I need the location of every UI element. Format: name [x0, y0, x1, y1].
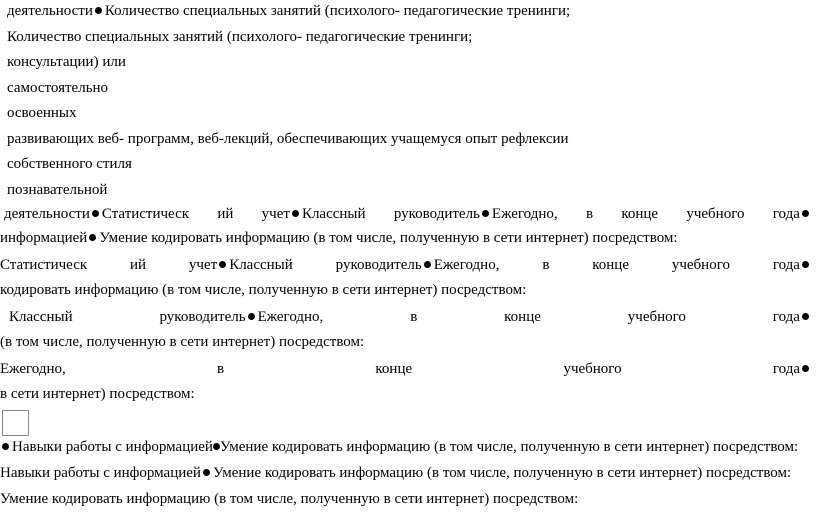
- text-line-7: собственного стиля: [7, 156, 132, 172]
- text-fragment: Умение кодировать информацию (в том числе, полученную в сети интернет) посредством:: [99, 230, 678, 246]
- text-line-8: познавательной: [7, 182, 108, 198]
- text-fragment: Ежегодно,: [0, 361, 66, 377]
- text-fragment: учет Классный: [261, 206, 366, 222]
- text-fragment: учебного: [671, 257, 730, 273]
- bullet-icon: [89, 234, 96, 241]
- bullet-icon: [424, 261, 431, 268]
- bullet-icon: [213, 443, 220, 450]
- text-fragment: Умение кодировать информацию (в том числе, полученную в сети интернет) посредством:: [212, 465, 792, 481]
- text-line-1: [7, 2, 570, 20]
- text-line-3: консультации) или: [7, 54, 126, 70]
- text-fragment: учет Классный: [188, 257, 293, 273]
- bullet-icon: [802, 210, 809, 217]
- text-fragment: Навыки работы с информацией: [0, 465, 201, 481]
- text-line-6: развивающих веб- программ, веб-лекций, обеспечивающих учащемуся опыт рефлексии: [7, 131, 569, 147]
- text-line-10: [0, 229, 678, 247]
- bullet-icon: [292, 210, 299, 217]
- text-fragment: в: [217, 361, 225, 377]
- text-fragment: конце: [375, 361, 413, 377]
- text-fragment: конце: [621, 206, 659, 222]
- text-fragment: конце: [504, 309, 541, 325]
- text-line-19: Умение кодировать информацию (в том числе, полученную в сети интернет) посредством:: [0, 491, 579, 507]
- text-line-14: (в том числе, полученную в сети интернет) посредством:: [0, 334, 365, 350]
- text-fragment: года: [773, 360, 812, 378]
- text-fragment: деятельности Статистическ: [4, 206, 190, 222]
- text-line-17: [0, 438, 798, 456]
- text-fragment: Классный: [9, 309, 73, 325]
- text-fragment: конце: [592, 257, 629, 273]
- empty-table-cell: [2, 410, 29, 436]
- text-line-15: [0, 360, 812, 378]
- text-fragment: Количество специальных занятий (психолого- педагогические тренинги;: [104, 3, 571, 19]
- bullet-icon: [95, 7, 102, 14]
- text-fragment: Умение кодировать информацию (в том числе, полученную в сети интернет) посредством:: [219, 439, 799, 455]
- text-line-11: [0, 256, 812, 274]
- bullet-icon: [2, 443, 9, 450]
- text-fragment: учебного: [563, 361, 622, 377]
- text-fragment: руководитель Ежегодно,: [159, 309, 324, 325]
- bullet-icon: [802, 313, 809, 320]
- text-line-16: в сети интернет) посредством:: [0, 386, 195, 402]
- text-fragment: года: [773, 205, 812, 223]
- text-fragment: в: [542, 257, 550, 273]
- text-fragment: деятельности: [7, 3, 93, 19]
- text-fragment: года: [773, 308, 812, 326]
- text-line-12: кодировать информацию (в том числе, полученную в сети интернет) посредством:: [0, 282, 527, 298]
- text-fragment: в: [585, 206, 594, 222]
- bullet-icon: [248, 313, 255, 320]
- text-fragment: года: [773, 256, 812, 274]
- text-line-13: [9, 308, 812, 326]
- text-line-2: Количество специальных занятий (психолого- педагогические тренинги;: [7, 29, 473, 45]
- text-fragment: ий: [217, 206, 234, 222]
- text-fragment: Статистическ: [0, 257, 88, 273]
- bullet-icon: [802, 365, 809, 372]
- bullet-icon: [219, 261, 226, 268]
- text-fragment: руководитель Ежегодно,: [393, 206, 558, 222]
- text-fragment: информацией: [0, 230, 88, 246]
- text-fragment: учебного: [627, 309, 686, 325]
- text-line-18: [0, 464, 791, 482]
- text-fragment: руководитель Ежегодно,: [335, 257, 500, 273]
- bullet-icon: [92, 210, 99, 217]
- text-fragment: ий: [130, 257, 147, 273]
- bullet-icon: [802, 261, 809, 268]
- text-line-4: самостоятельно: [7, 80, 109, 96]
- bullet-icon: [482, 210, 489, 217]
- bullet-icon: [203, 469, 210, 476]
- text-fragment: Навыки работы с информацией: [12, 439, 213, 455]
- text-fragment: в: [410, 309, 418, 325]
- text-fragment: учебного: [686, 206, 745, 222]
- text-line-5: освоенных: [7, 105, 77, 121]
- text-line-9: [4, 205, 812, 223]
